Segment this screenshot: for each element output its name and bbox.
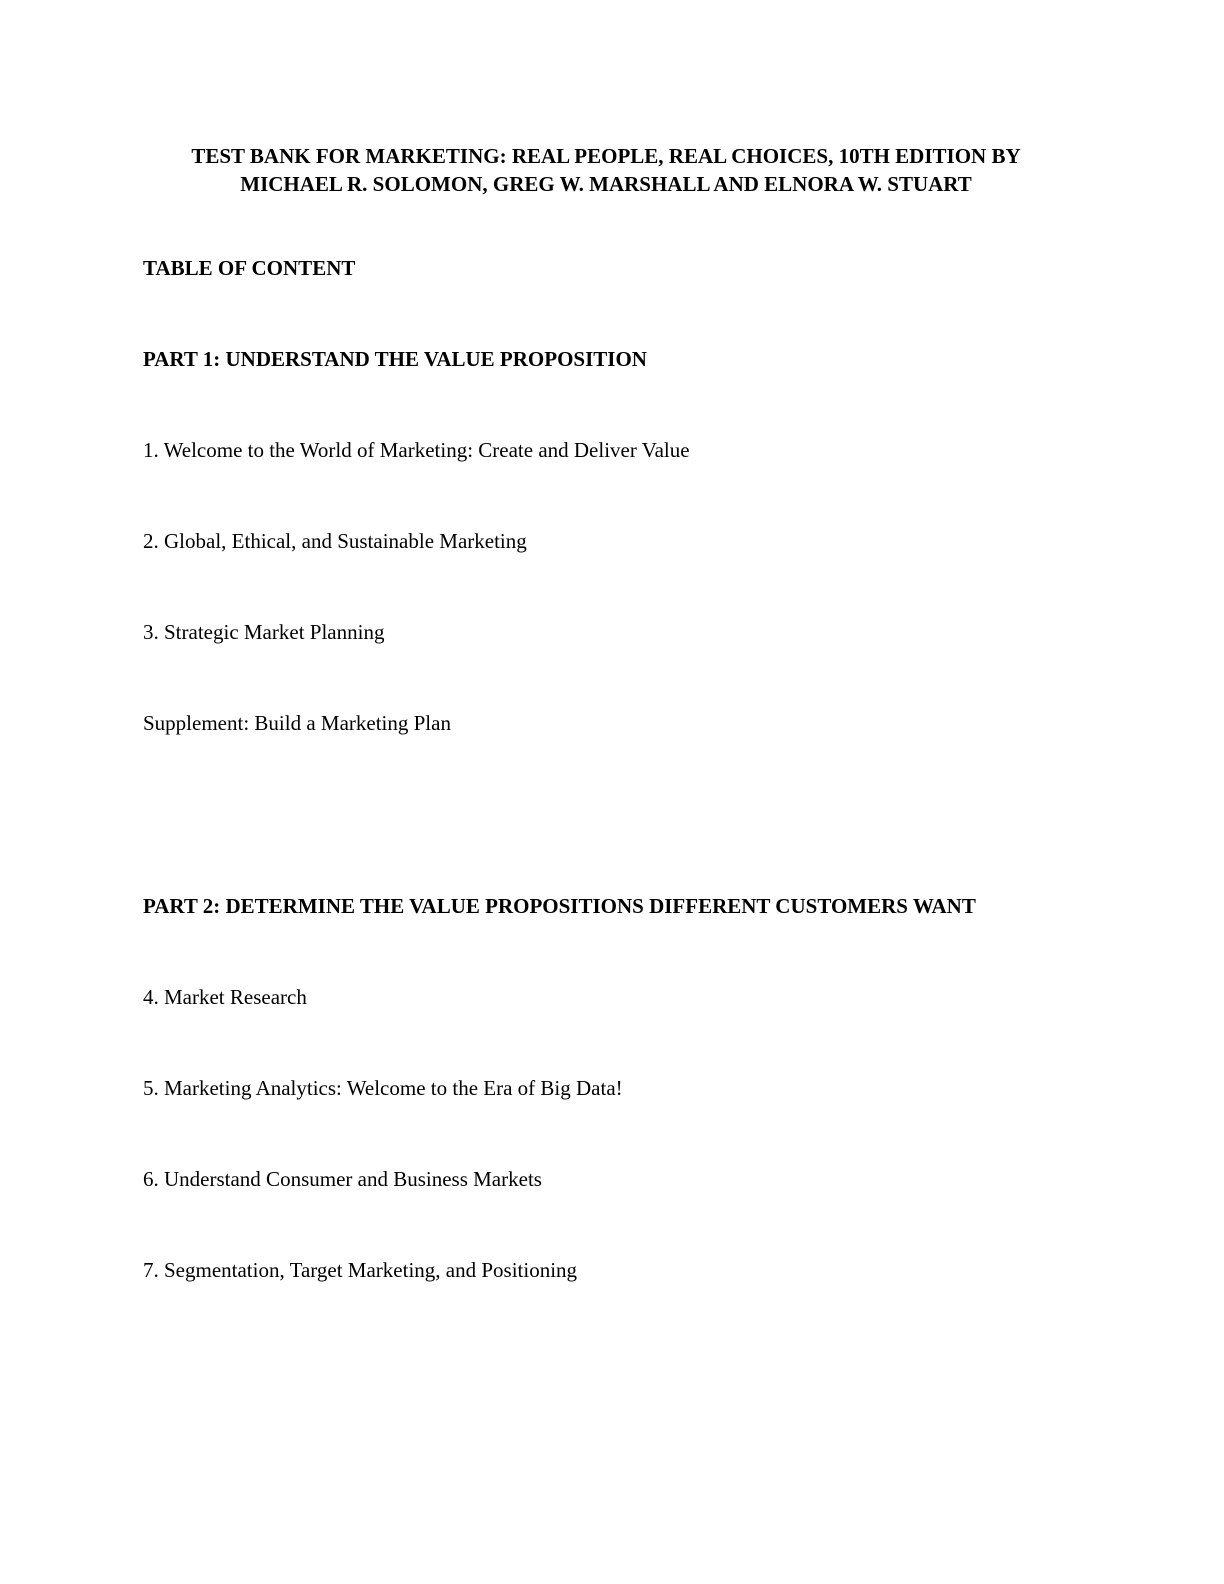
part-2-heading: PART 2: DETERMINE THE VALUE PROPOSITIONS DIFFERENT CUSTOMERS WANT — [143, 894, 976, 918]
toc-item: 4. Market Research — [143, 985, 307, 1009]
toc-item: 3. Strategic Market Planning — [143, 620, 385, 644]
toc-item: 6. Understand Consumer and Business Markets — [143, 1167, 542, 1191]
toc-item: 5. Marketing Analytics: Welcome to the Era of Big Data! — [143, 1076, 623, 1100]
toc-item: 2. Global, Ethical, and Sustainable Marketing — [143, 529, 527, 553]
toc-heading: TABLE OF CONTENT — [143, 256, 356, 280]
title-line-2: MICHAEL R. SOLOMON, GREG W. MARSHALL AND ELNORA W. STUART — [240, 172, 972, 196]
toc-item: 7. Segmentation, Target Marketing, and Positioning — [143, 1258, 578, 1282]
part-1-heading: PART 1: UNDERSTAND THE VALUE PROPOSITION — [143, 347, 647, 371]
document-title — [0, 142, 1212, 198]
toc-item: Supplement: Build a Marketing Plan — [143, 711, 451, 735]
title-line-1: TEST BANK FOR MARKETING: REAL PEOPLE, REAL CHOICES, 10TH EDITION BY — [191, 144, 1021, 168]
toc-item: 1. Welcome to the World of Marketing: Create and Deliver Value — [143, 438, 690, 462]
